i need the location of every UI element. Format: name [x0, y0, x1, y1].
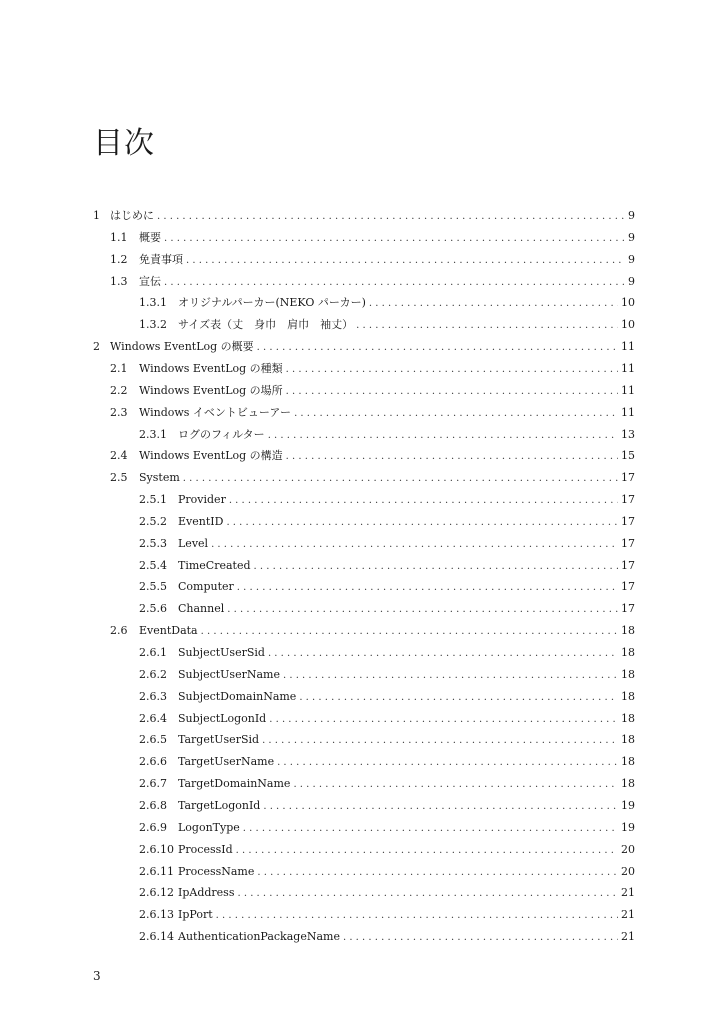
toc-entry-page: 17: [621, 580, 635, 594]
toc-entry-label: EventID: [178, 514, 224, 528]
toc-entry-number: 2.6.6: [139, 755, 167, 769]
toc-entry-number: 2.6: [110, 624, 128, 638]
toc-entry-label: 免責事項: [139, 252, 183, 266]
toc-entry[interactable]: [110, 381, 635, 401]
toc-entry-page: 20: [621, 864, 635, 878]
toc-entry[interactable]: [139, 425, 635, 445]
toc-entry[interactable]: [110, 446, 635, 466]
toc-dot-leader: [257, 338, 618, 358]
toc-entry-number: 2.2: [110, 383, 128, 397]
toc-entry-number: 2.3.1: [139, 427, 167, 441]
toc-entry-label: LogonType: [178, 820, 240, 834]
toc-entry[interactable]: [139, 687, 635, 707]
toc-entry-label: SubjectUserSid: [178, 646, 265, 659]
toc-entry-number: 2.6.5: [139, 733, 167, 747]
toc-entry-label: ProcessId: [178, 842, 233, 856]
toc-entry-number: 2.4: [110, 449, 128, 463]
toc-entry-number: 1: [93, 209, 100, 222]
toc-entry-page: 21: [621, 886, 635, 900]
toc-entry[interactable]: [110, 468, 635, 488]
toc-dot-leader: [237, 578, 618, 598]
toc-entry-label: TargetUserName: [178, 755, 275, 769]
toc-dot-leader: [243, 819, 618, 839]
toc-entry-page: 15: [621, 449, 635, 463]
toc-entry[interactable]: [110, 250, 635, 270]
toc-entry-number: 1.3.2: [139, 318, 167, 332]
toc-entry[interactable]: [139, 512, 635, 532]
toc-dot-leader: [286, 360, 618, 380]
toc-entry-number: 2.1: [110, 361, 128, 375]
toc-entry-page: 18: [621, 755, 635, 769]
toc-entry[interactable]: [139, 709, 635, 729]
toc-entry[interactable]: [139, 665, 635, 685]
toc-entry-label: System: [139, 471, 180, 485]
toc-entry-number: 2.6.12: [139, 886, 174, 900]
toc-dot-leader: [263, 797, 618, 817]
toc-entry[interactable]: [139, 927, 635, 947]
toc-entry-page: 9: [628, 274, 635, 288]
toc-entry-label: Windows イベントビューアー: [139, 405, 292, 419]
toc-entry-label: TargetUserSid: [178, 733, 260, 747]
toc-entry-page: 11: [621, 361, 635, 375]
toc-entry[interactable]: [139, 643, 635, 663]
toc-entry-number: 2.5.1: [139, 493, 167, 507]
toc-entry-number: 1.1: [110, 230, 128, 244]
toc-entry-label: TimeCreated: [178, 558, 251, 572]
toc-entry-label: オリジナルパーカー(NEKO パーカー): [178, 296, 366, 310]
toc-entry-page: 18: [621, 624, 635, 638]
toc-entry-number: 2.5: [110, 471, 128, 485]
toc-entry-page: 18: [621, 646, 635, 659]
toc-entry-page: 9: [628, 230, 635, 244]
toc-dot-leader: [211, 535, 618, 555]
toc-entry-number: 1.3: [110, 274, 128, 288]
toc-dot-leader: [227, 600, 618, 620]
toc-entry-label: Computer: [178, 580, 234, 594]
toc-entry-label: SubjectLogonId: [178, 711, 267, 725]
toc-entry[interactable]: [139, 577, 635, 597]
toc-entry-label: SubjectUserName: [178, 667, 280, 681]
toc-entry-number: 2.5.3: [139, 536, 167, 550]
toc-dot-leader: [216, 906, 618, 926]
toc-dot-leader: [369, 294, 618, 314]
toc-entry[interactable]: [139, 293, 635, 313]
toc-entry-label: TargetLogonId: [178, 798, 261, 812]
toc-dot-leader: [293, 775, 618, 795]
toc-entry[interactable]: [93, 337, 635, 357]
toc-entry-number: 2.5.4: [139, 558, 167, 572]
toc-entry-page: 18: [621, 667, 635, 681]
toc-entry-label: はじめに: [110, 209, 154, 222]
toc-dot-leader: [164, 229, 625, 249]
toc-entry-page: 17: [621, 493, 635, 507]
toc-entry-number: 2.5.5: [139, 580, 167, 594]
toc-entry[interactable]: [139, 905, 635, 925]
toc-entry-page: 18: [621, 733, 635, 747]
page-title: 目次: [93, 126, 155, 161]
toc-entry-page: 17: [621, 558, 635, 572]
toc-entry-label: Windows EventLog の概要: [110, 340, 254, 354]
toc-entry-label: EventData: [139, 624, 198, 638]
toc-dot-leader: [268, 426, 618, 446]
toc-entry[interactable]: [139, 818, 635, 838]
toc-entry[interactable]: [139, 599, 635, 619]
toc-entry-page: 19: [621, 820, 635, 834]
toc-dot-leader: [294, 404, 618, 424]
toc-entry-page: 11: [621, 340, 635, 354]
toc-entry-label: サイズ表（丈 身巾 肩巾 袖丈）: [178, 318, 354, 332]
toc-entry-page: 19: [621, 798, 635, 812]
toc-dot-leader: [299, 688, 618, 708]
toc-entry-label: 概要: [139, 230, 161, 244]
toc-entry-page: 11: [621, 405, 635, 419]
toc-entry-label: 宣伝: [139, 274, 161, 288]
toc-entry[interactable]: [139, 840, 635, 860]
toc-entry-number: 2.6.13: [139, 908, 174, 922]
toc-dot-leader: [343, 928, 618, 948]
toc-entry-label: AuthenticationPackageName: [178, 930, 340, 944]
toc-entry-number: 2.6.11: [139, 864, 174, 878]
toc-dot-leader: [183, 469, 618, 489]
toc-entry[interactable]: [139, 774, 635, 794]
toc-dot-leader: [201, 622, 618, 642]
toc-entry-label: Windows EventLog の種類: [139, 361, 283, 375]
toc-dot-leader: [269, 710, 618, 730]
toc-entry[interactable]: [110, 228, 635, 248]
toc-entry-page: 9: [628, 209, 635, 222]
toc-entry-page: 17: [621, 471, 635, 485]
toc-entry[interactable]: [110, 403, 635, 423]
toc-entry[interactable]: [139, 556, 635, 576]
toc-entry-number: 2.5.2: [139, 514, 167, 528]
toc-entry-page: 18: [621, 689, 635, 703]
toc-dot-leader: [262, 731, 618, 751]
toc-entry[interactable]: [139, 752, 635, 772]
toc-entry[interactable]: [139, 862, 635, 882]
toc-dot-leader: [283, 666, 618, 686]
toc-entry-label: SubjectDomainName: [178, 689, 297, 703]
toc-entry-page: 21: [621, 930, 635, 944]
toc-dot-leader: [186, 251, 625, 271]
toc-dot-leader: [257, 863, 618, 883]
toc-entry-label: Level: [178, 536, 209, 550]
toc-entry-number: 2.6.4: [139, 711, 167, 725]
toc-entry-page: 18: [621, 777, 635, 791]
toc-entry[interactable]: [110, 359, 635, 379]
toc-entry-number: 2.3: [110, 405, 128, 419]
toc-entry-page: 17: [621, 602, 635, 616]
toc-entry[interactable]: [139, 490, 635, 510]
toc-entry-label: Channel: [178, 602, 225, 616]
toc-dot-leader: [277, 753, 618, 773]
toc-entry-label: Provider: [178, 493, 226, 507]
toc-entry[interactable]: [139, 315, 635, 335]
toc-dot-leader: [356, 316, 618, 336]
toc-entry-number: 2.6.10: [139, 842, 174, 856]
toc-entry-number: 2.6.1: [139, 646, 167, 659]
toc-entry-number: 2.6.14: [139, 930, 174, 944]
toc-dot-leader: [236, 841, 618, 861]
toc-dot-leader: [254, 557, 618, 577]
toc-entry[interactable]: [139, 883, 635, 903]
toc-dot-leader: [268, 644, 618, 664]
toc-entry-number: 1.2: [110, 252, 128, 266]
toc-entry-page: 11: [621, 383, 635, 397]
toc-dot-leader: [286, 382, 618, 402]
toc-entry-label: IpPort: [178, 908, 213, 922]
toc-entry-page: 13: [621, 427, 635, 441]
toc-dot-leader: [237, 884, 618, 904]
toc-dot-leader: [226, 513, 618, 533]
toc-entry-number: 2.6.8: [139, 798, 167, 812]
toc-dot-leader: [286, 447, 618, 467]
toc-entry-label: IpAddress: [178, 886, 235, 900]
toc-entry-label: TargetDomainName: [178, 777, 291, 791]
toc-entry[interactable]: [93, 206, 635, 226]
toc-entry-page: 10: [621, 318, 635, 332]
toc-entry[interactable]: [110, 272, 635, 292]
toc-entry[interactable]: [110, 621, 635, 641]
toc-entry-number: 2.6.3: [139, 689, 167, 703]
toc-entry-number: 1.3.1: [139, 296, 167, 310]
toc-entry-number: 2.6.2: [139, 667, 167, 681]
toc-entry-label: ProcessName: [178, 864, 255, 878]
toc-entry-page: 20: [621, 842, 635, 856]
page-number: 3: [93, 969, 101, 983]
toc-entry[interactable]: [139, 730, 635, 750]
toc-entry[interactable]: [139, 534, 635, 554]
toc-entry[interactable]: [139, 796, 635, 816]
toc-entry-page: 18: [621, 711, 635, 725]
toc-entry-page: 17: [621, 536, 635, 550]
toc-entry-label: Windows EventLog の構造: [139, 449, 283, 463]
toc-dot-leader: [164, 273, 625, 293]
toc-entry-label: ログのフィルター: [178, 427, 265, 441]
toc-entry-page: 10: [621, 296, 635, 310]
toc-entry-page: 17: [621, 514, 635, 528]
toc-dot-leader: [229, 491, 618, 511]
toc-entry-number: 2.5.6: [139, 602, 167, 616]
toc-entry-page: 21: [621, 908, 635, 922]
toc-entry-number: 2.6.9: [139, 820, 167, 834]
toc-entry-number: 2: [93, 340, 100, 354]
toc-entry-label: Windows EventLog の場所: [139, 383, 283, 397]
toc-entry-page: 9: [628, 252, 635, 266]
toc-dot-leader: [157, 207, 625, 227]
toc-entry-number: 2.6.7: [139, 777, 167, 791]
